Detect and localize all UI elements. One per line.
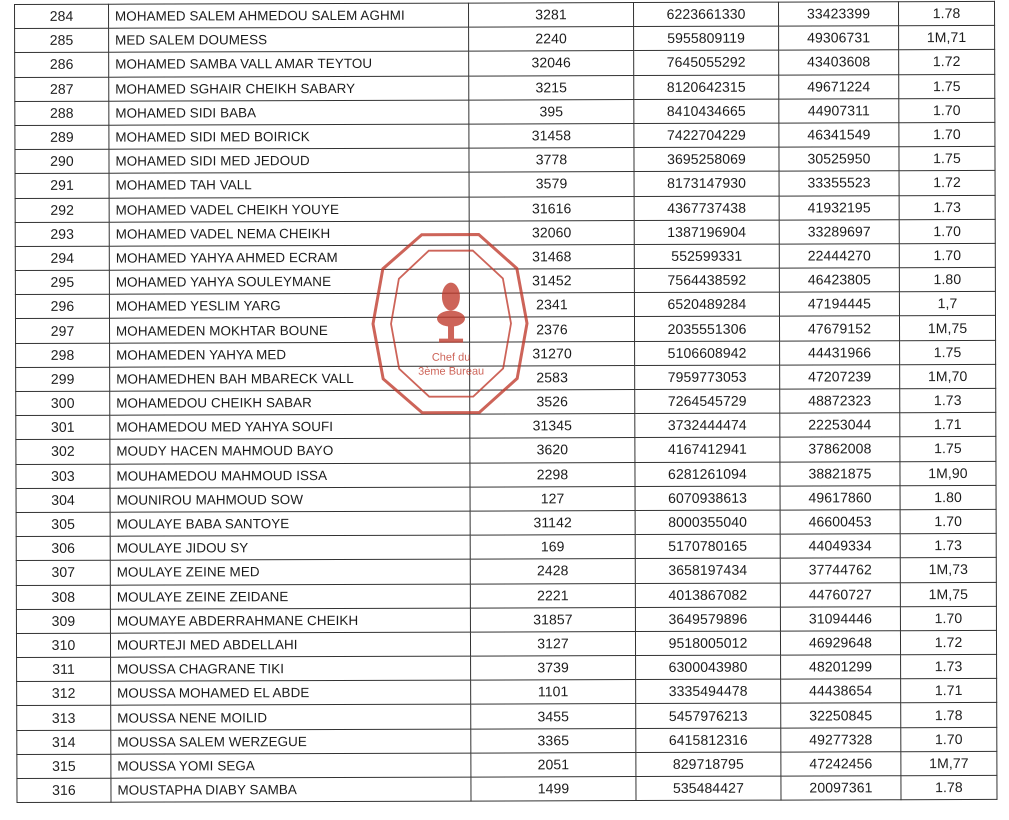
table-row bbox=[16, 388, 996, 415]
height-cell: 1.75 bbox=[899, 74, 995, 98]
row-number-cell: 285 bbox=[15, 28, 109, 52]
row-number-cell: 314 bbox=[17, 730, 111, 754]
full-name-cell: MOUDY HACEN MAHMOUD BAYO bbox=[110, 438, 470, 463]
full-name-cell: MOHAMED VADEL CHEIKH YOUYE bbox=[109, 197, 469, 222]
row-number-cell: 311 bbox=[17, 657, 111, 681]
matricule-cell: 31345 bbox=[470, 414, 635, 439]
matricule-cell: 127 bbox=[470, 486, 635, 511]
full-name-cell: MOUMAYE ABDERRAHMANE CHEIKH bbox=[110, 608, 470, 633]
matricule-cell: 32060 bbox=[469, 220, 634, 245]
full-name-cell: MOURTEJI MED ABDELLAHI bbox=[110, 632, 470, 657]
row-number-cell: 309 bbox=[16, 609, 110, 633]
matricule-cell: 2051 bbox=[471, 752, 636, 777]
height-cell: 1.71 bbox=[900, 413, 996, 437]
table-row bbox=[16, 437, 996, 464]
table-row bbox=[15, 195, 995, 222]
nni-cell: 4013867082 bbox=[635, 583, 780, 608]
phone-cell: 44431966 bbox=[780, 340, 900, 365]
phone-cell: 37862008 bbox=[780, 437, 900, 462]
table-row bbox=[15, 26, 995, 53]
height-cell: 1M,90 bbox=[900, 461, 996, 485]
phone-cell: 47207239 bbox=[780, 365, 900, 390]
nni-cell: 9518005012 bbox=[635, 631, 780, 656]
phone-cell: 31094446 bbox=[780, 606, 900, 631]
nni-cell: 3649579896 bbox=[635, 607, 780, 632]
matricule-cell: 3215 bbox=[469, 75, 634, 100]
row-number-cell: 287 bbox=[15, 77, 109, 101]
nni-cell: 8173147930 bbox=[634, 171, 779, 196]
full-name-cell: MOHAMEDEN MOKHTAR BOUNE bbox=[109, 318, 469, 343]
full-name-cell: MOHAMED SALEM AHMEDOU SALEM AGHMI bbox=[109, 3, 469, 28]
stamp-line-1: Chef du bbox=[431, 351, 471, 364]
nni-cell: 6281261094 bbox=[635, 462, 780, 487]
full-name-cell: MOULAYE ZEINE MED bbox=[110, 559, 470, 584]
matricule-cell: 395 bbox=[469, 99, 634, 124]
full-name-cell: MOHAMEDOU MED YAHYA SOUFI bbox=[110, 414, 470, 439]
table-row bbox=[16, 364, 996, 391]
full-name-cell: MOULAYE ZEINE ZEIDANE bbox=[110, 584, 470, 609]
matricule-cell: 169 bbox=[470, 535, 635, 560]
nni-cell: 552599331 bbox=[634, 244, 779, 269]
table-row bbox=[16, 485, 996, 512]
full-name-cell: MOHAMED YESLIM YARG bbox=[109, 293, 469, 318]
row-number-cell: 312 bbox=[17, 681, 111, 705]
table-row bbox=[16, 582, 996, 609]
nni-cell: 6300043980 bbox=[636, 655, 781, 680]
height-cell: 1.70 bbox=[899, 219, 995, 243]
row-number-cell: 292 bbox=[15, 198, 109, 222]
table-row bbox=[15, 292, 995, 319]
phone-cell: 46341549 bbox=[779, 123, 899, 148]
full-name-cell: MOUHAMEDOU MAHMOUD ISSA bbox=[110, 463, 470, 488]
height-cell: 1.73 bbox=[900, 388, 996, 412]
matricule-cell: 31857 bbox=[470, 607, 635, 632]
full-name-cell: MOHAMED SIDI BABA bbox=[109, 100, 469, 125]
row-number-cell: 313 bbox=[17, 706, 111, 730]
row-number-cell: 301 bbox=[16, 415, 110, 439]
height-cell: 1.73 bbox=[900, 534, 996, 558]
phone-cell: 44907311 bbox=[779, 98, 899, 123]
matricule-cell: 3620 bbox=[470, 438, 635, 463]
table-row bbox=[15, 122, 995, 149]
phone-cell: 33423399 bbox=[778, 2, 898, 27]
phone-cell: 44760727 bbox=[780, 582, 900, 607]
phone-cell: 44049334 bbox=[780, 534, 900, 559]
row-number-cell: 297 bbox=[15, 319, 109, 343]
nni-cell: 7959773053 bbox=[635, 365, 780, 390]
matricule-cell: 1101 bbox=[471, 680, 636, 705]
row-number-cell: 308 bbox=[16, 585, 110, 609]
height-cell: 1.73 bbox=[901, 654, 997, 678]
table-row bbox=[15, 171, 995, 198]
table-row bbox=[16, 558, 996, 585]
height-cell: 1.70 bbox=[899, 122, 995, 146]
row-number-cell: 300 bbox=[16, 391, 110, 415]
matricule-cell: 2583 bbox=[470, 365, 635, 390]
height-cell: 1M,75 bbox=[900, 582, 996, 606]
full-name-cell: MOUSSA SALEM WERZEGUE bbox=[111, 729, 471, 754]
height-cell: 1.70 bbox=[900, 606, 996, 630]
phone-cell: 47679152 bbox=[779, 316, 899, 341]
matricule-cell: 31452 bbox=[469, 269, 634, 294]
full-name-cell: MOHAMED SAMBA VALL AMAR TEYTOU bbox=[109, 51, 469, 76]
row-number-cell: 303 bbox=[16, 464, 110, 488]
matricule-cell: 3526 bbox=[470, 390, 635, 415]
row-number-cell: 302 bbox=[16, 440, 110, 464]
row-number-cell: 299 bbox=[16, 367, 110, 391]
table-row bbox=[15, 147, 995, 174]
matricule-cell: 2376 bbox=[469, 317, 634, 342]
nni-cell: 3335494478 bbox=[636, 679, 781, 704]
matricule-cell: 31142 bbox=[470, 510, 635, 535]
row-number-cell: 296 bbox=[15, 294, 109, 318]
table-row bbox=[15, 219, 995, 246]
height-cell: 1.72 bbox=[899, 171, 995, 195]
phone-cell: 37744762 bbox=[780, 558, 900, 583]
table-row bbox=[17, 727, 997, 754]
height-cell: 1.70 bbox=[901, 727, 997, 751]
nni-cell: 7422704229 bbox=[634, 123, 779, 148]
phone-cell: 47242456 bbox=[781, 752, 901, 777]
full-name-cell: MOULAYE JIDOU SY bbox=[110, 535, 470, 560]
full-name-cell: MOHAMEDHEN BAH MBARECK VALL bbox=[110, 366, 470, 391]
matricule-cell: 32046 bbox=[469, 51, 634, 76]
height-cell: 1M,73 bbox=[900, 558, 996, 582]
height-cell: 1.72 bbox=[899, 50, 995, 74]
height-cell: 1M,75 bbox=[899, 316, 995, 340]
phone-cell: 49306731 bbox=[779, 26, 899, 51]
table-body bbox=[15, 1, 998, 802]
matricule-cell: 2341 bbox=[469, 293, 634, 318]
height-cell: 1.78 bbox=[901, 775, 997, 799]
full-name-cell: MOHAMED SIDI MED BOIRICK bbox=[109, 124, 469, 149]
row-number-cell: 316 bbox=[17, 778, 111, 802]
height-cell: 1M,71 bbox=[899, 26, 995, 50]
phone-cell: 41932195 bbox=[779, 195, 899, 220]
nni-cell: 6415812316 bbox=[636, 728, 781, 753]
phone-cell: 46600453 bbox=[780, 510, 900, 535]
phone-cell: 33289697 bbox=[779, 219, 899, 244]
matricule-cell: 3579 bbox=[469, 172, 634, 197]
nni-cell: 3658197434 bbox=[635, 558, 780, 583]
matricule-cell: 2298 bbox=[470, 462, 635, 487]
table-row bbox=[16, 509, 996, 536]
full-name-cell: MOUNIROU MAHMOUD SOW bbox=[110, 487, 470, 512]
matricule-cell: 31468 bbox=[469, 244, 634, 269]
table-row bbox=[17, 679, 997, 706]
row-number-cell: 295 bbox=[15, 270, 109, 294]
nni-cell: 2035551306 bbox=[634, 317, 779, 342]
matricule-cell: 31458 bbox=[469, 123, 634, 148]
nni-cell: 8410434665 bbox=[634, 99, 779, 124]
height-cell: 1.73 bbox=[899, 195, 995, 219]
row-number-cell: 294 bbox=[15, 246, 109, 270]
table-row bbox=[16, 606, 996, 633]
row-number-cell: 289 bbox=[15, 125, 109, 149]
full-name-cell: MOHAMED YAHYA AHMED ECRAM bbox=[109, 245, 469, 270]
nni-cell: 3732444474 bbox=[635, 413, 780, 438]
height-cell: 1,7 bbox=[899, 292, 995, 316]
full-name-cell: MOHAMED VADEL NEMA CHEIKH bbox=[109, 221, 469, 246]
matricule-cell: 3281 bbox=[468, 3, 633, 28]
row-number-cell: 307 bbox=[16, 561, 110, 585]
nni-cell: 5457976213 bbox=[636, 704, 781, 729]
nni-cell: 6223661330 bbox=[633, 2, 778, 27]
nni-cell: 7564438592 bbox=[634, 268, 779, 293]
row-number-cell: 310 bbox=[16, 633, 110, 657]
stamp-line-2: 3ème Bureau bbox=[418, 365, 485, 378]
height-cell: 1.78 bbox=[901, 703, 997, 727]
phone-cell: 49671224 bbox=[779, 74, 899, 99]
nni-cell: 4167412941 bbox=[635, 437, 780, 462]
table-row bbox=[15, 1, 995, 28]
full-name-cell: MOHAMEDOU CHEIKH SABAR bbox=[110, 390, 470, 415]
nni-cell: 6070938613 bbox=[635, 486, 780, 511]
phone-cell: 22444270 bbox=[779, 244, 899, 269]
row-number-cell: 298 bbox=[16, 343, 110, 367]
height-cell: 1.75 bbox=[900, 340, 996, 364]
height-cell: 1M,77 bbox=[901, 751, 997, 775]
nni-cell: 8120642315 bbox=[634, 75, 779, 100]
phone-cell: 49617860 bbox=[780, 485, 900, 510]
full-name-cell: MOUSSA CHAGRANE TIKI bbox=[111, 656, 471, 681]
height-cell: 1.80 bbox=[899, 267, 995, 291]
personnel-table bbox=[14, 1, 998, 803]
phone-cell: 43403608 bbox=[779, 50, 899, 75]
table-row bbox=[17, 703, 997, 730]
table-row bbox=[15, 316, 995, 343]
phone-cell: 32250845 bbox=[781, 703, 901, 728]
nni-cell: 5106608942 bbox=[635, 341, 780, 366]
phone-cell: 47194445 bbox=[779, 292, 899, 317]
matricule-cell: 31270 bbox=[470, 341, 635, 366]
matricule-cell: 3365 bbox=[471, 728, 636, 753]
full-name-cell: MOUSSA NENE MOILID bbox=[111, 705, 471, 730]
matricule-cell: 2428 bbox=[470, 559, 635, 584]
phone-cell: 30525950 bbox=[779, 147, 899, 172]
row-number-cell: 291 bbox=[15, 174, 109, 198]
height-cell: 1.72 bbox=[900, 630, 996, 654]
phone-cell: 46929648 bbox=[780, 631, 900, 656]
full-name-cell: MOULAYE BABA SANTOYE bbox=[110, 511, 470, 536]
nni-cell: 8000355040 bbox=[635, 510, 780, 535]
table-row bbox=[16, 630, 996, 657]
nni-cell: 6520489284 bbox=[634, 292, 779, 317]
table-row bbox=[16, 413, 996, 440]
table-row bbox=[17, 775, 997, 802]
nni-cell: 535484427 bbox=[636, 776, 781, 801]
full-name-cell: MOHAMED SGHAIR CHEIKH SABARY bbox=[109, 76, 469, 101]
height-cell: 1.71 bbox=[901, 679, 997, 703]
table-row bbox=[15, 267, 995, 294]
table-row bbox=[15, 74, 995, 101]
row-number-cell: 288 bbox=[15, 101, 109, 125]
nni-cell: 5170780165 bbox=[635, 534, 780, 559]
row-number-cell: 306 bbox=[16, 536, 110, 560]
height-cell: 1M,70 bbox=[900, 364, 996, 388]
matricule-cell: 1499 bbox=[471, 777, 636, 802]
nni-cell: 1387196904 bbox=[634, 220, 779, 245]
phone-cell: 46423805 bbox=[779, 268, 899, 293]
nni-cell: 5955809119 bbox=[634, 26, 779, 51]
full-name-cell: MOUSSA MOHAMED EL ABDE bbox=[111, 680, 471, 705]
row-number-cell: 293 bbox=[15, 222, 109, 246]
height-cell: 1.78 bbox=[898, 1, 994, 25]
height-cell: 1.75 bbox=[900, 437, 996, 461]
matricule-cell: 3127 bbox=[470, 631, 635, 656]
row-number-cell: 315 bbox=[17, 754, 111, 778]
table-row bbox=[16, 340, 996, 367]
row-number-cell: 305 bbox=[16, 512, 110, 536]
row-number-cell: 284 bbox=[15, 4, 109, 28]
height-cell: 1.70 bbox=[899, 243, 995, 267]
nni-cell: 7264545729 bbox=[635, 389, 780, 414]
row-number-cell: 290 bbox=[15, 149, 109, 173]
full-name-cell: MOHAMED SIDI MED JEDOUD bbox=[109, 148, 469, 173]
phone-cell: 33355523 bbox=[779, 171, 899, 196]
table-row bbox=[16, 534, 996, 561]
table-row bbox=[15, 98, 995, 125]
table-row bbox=[16, 461, 996, 488]
matricule-cell: 3778 bbox=[469, 148, 634, 173]
table-row bbox=[17, 654, 997, 681]
full-name-cell: MOHAMEDEN YAHYA MED bbox=[110, 342, 470, 367]
matricule-cell: 2240 bbox=[469, 27, 634, 52]
matricule-cell: 3455 bbox=[471, 704, 636, 729]
document-page bbox=[14, 1, 997, 816]
row-number-cell: 286 bbox=[15, 53, 109, 77]
phone-cell: 48201299 bbox=[781, 655, 901, 680]
full-name-cell: MOUSTAPHA DIABY SAMBA bbox=[111, 777, 471, 802]
phone-cell: 48872323 bbox=[780, 389, 900, 414]
full-name-cell: MOHAMED TAH VALL bbox=[109, 172, 469, 197]
table-row bbox=[15, 50, 995, 77]
nni-cell: 4367737438 bbox=[634, 196, 779, 221]
height-cell: 1.80 bbox=[900, 485, 996, 509]
matricule-cell: 31616 bbox=[469, 196, 634, 221]
phone-cell: 20097361 bbox=[781, 776, 901, 801]
matricule-cell: 2221 bbox=[470, 583, 635, 608]
nni-cell: 7645055292 bbox=[634, 50, 779, 75]
table-row bbox=[15, 243, 995, 270]
table-row bbox=[17, 751, 997, 778]
phone-cell: 22253044 bbox=[780, 413, 900, 438]
full-name-cell: MOHAMED YAHYA SOULEYMANE bbox=[109, 269, 469, 294]
full-name-cell: MED SALEM DOUMESS bbox=[109, 27, 469, 52]
phone-cell: 44438654 bbox=[781, 679, 901, 704]
full-name-cell: MOUSSA YOMI SEGA bbox=[111, 753, 471, 778]
nni-cell: 829718795 bbox=[636, 752, 781, 777]
height-cell: 1.75 bbox=[899, 147, 995, 171]
nni-cell: 3695258069 bbox=[634, 147, 779, 172]
height-cell: 1.70 bbox=[900, 509, 996, 533]
matricule-cell: 3739 bbox=[471, 656, 636, 681]
height-cell: 1.70 bbox=[899, 98, 995, 122]
phone-cell: 38821875 bbox=[780, 461, 900, 486]
phone-cell: 49277328 bbox=[781, 727, 901, 752]
row-number-cell: 304 bbox=[16, 488, 110, 512]
